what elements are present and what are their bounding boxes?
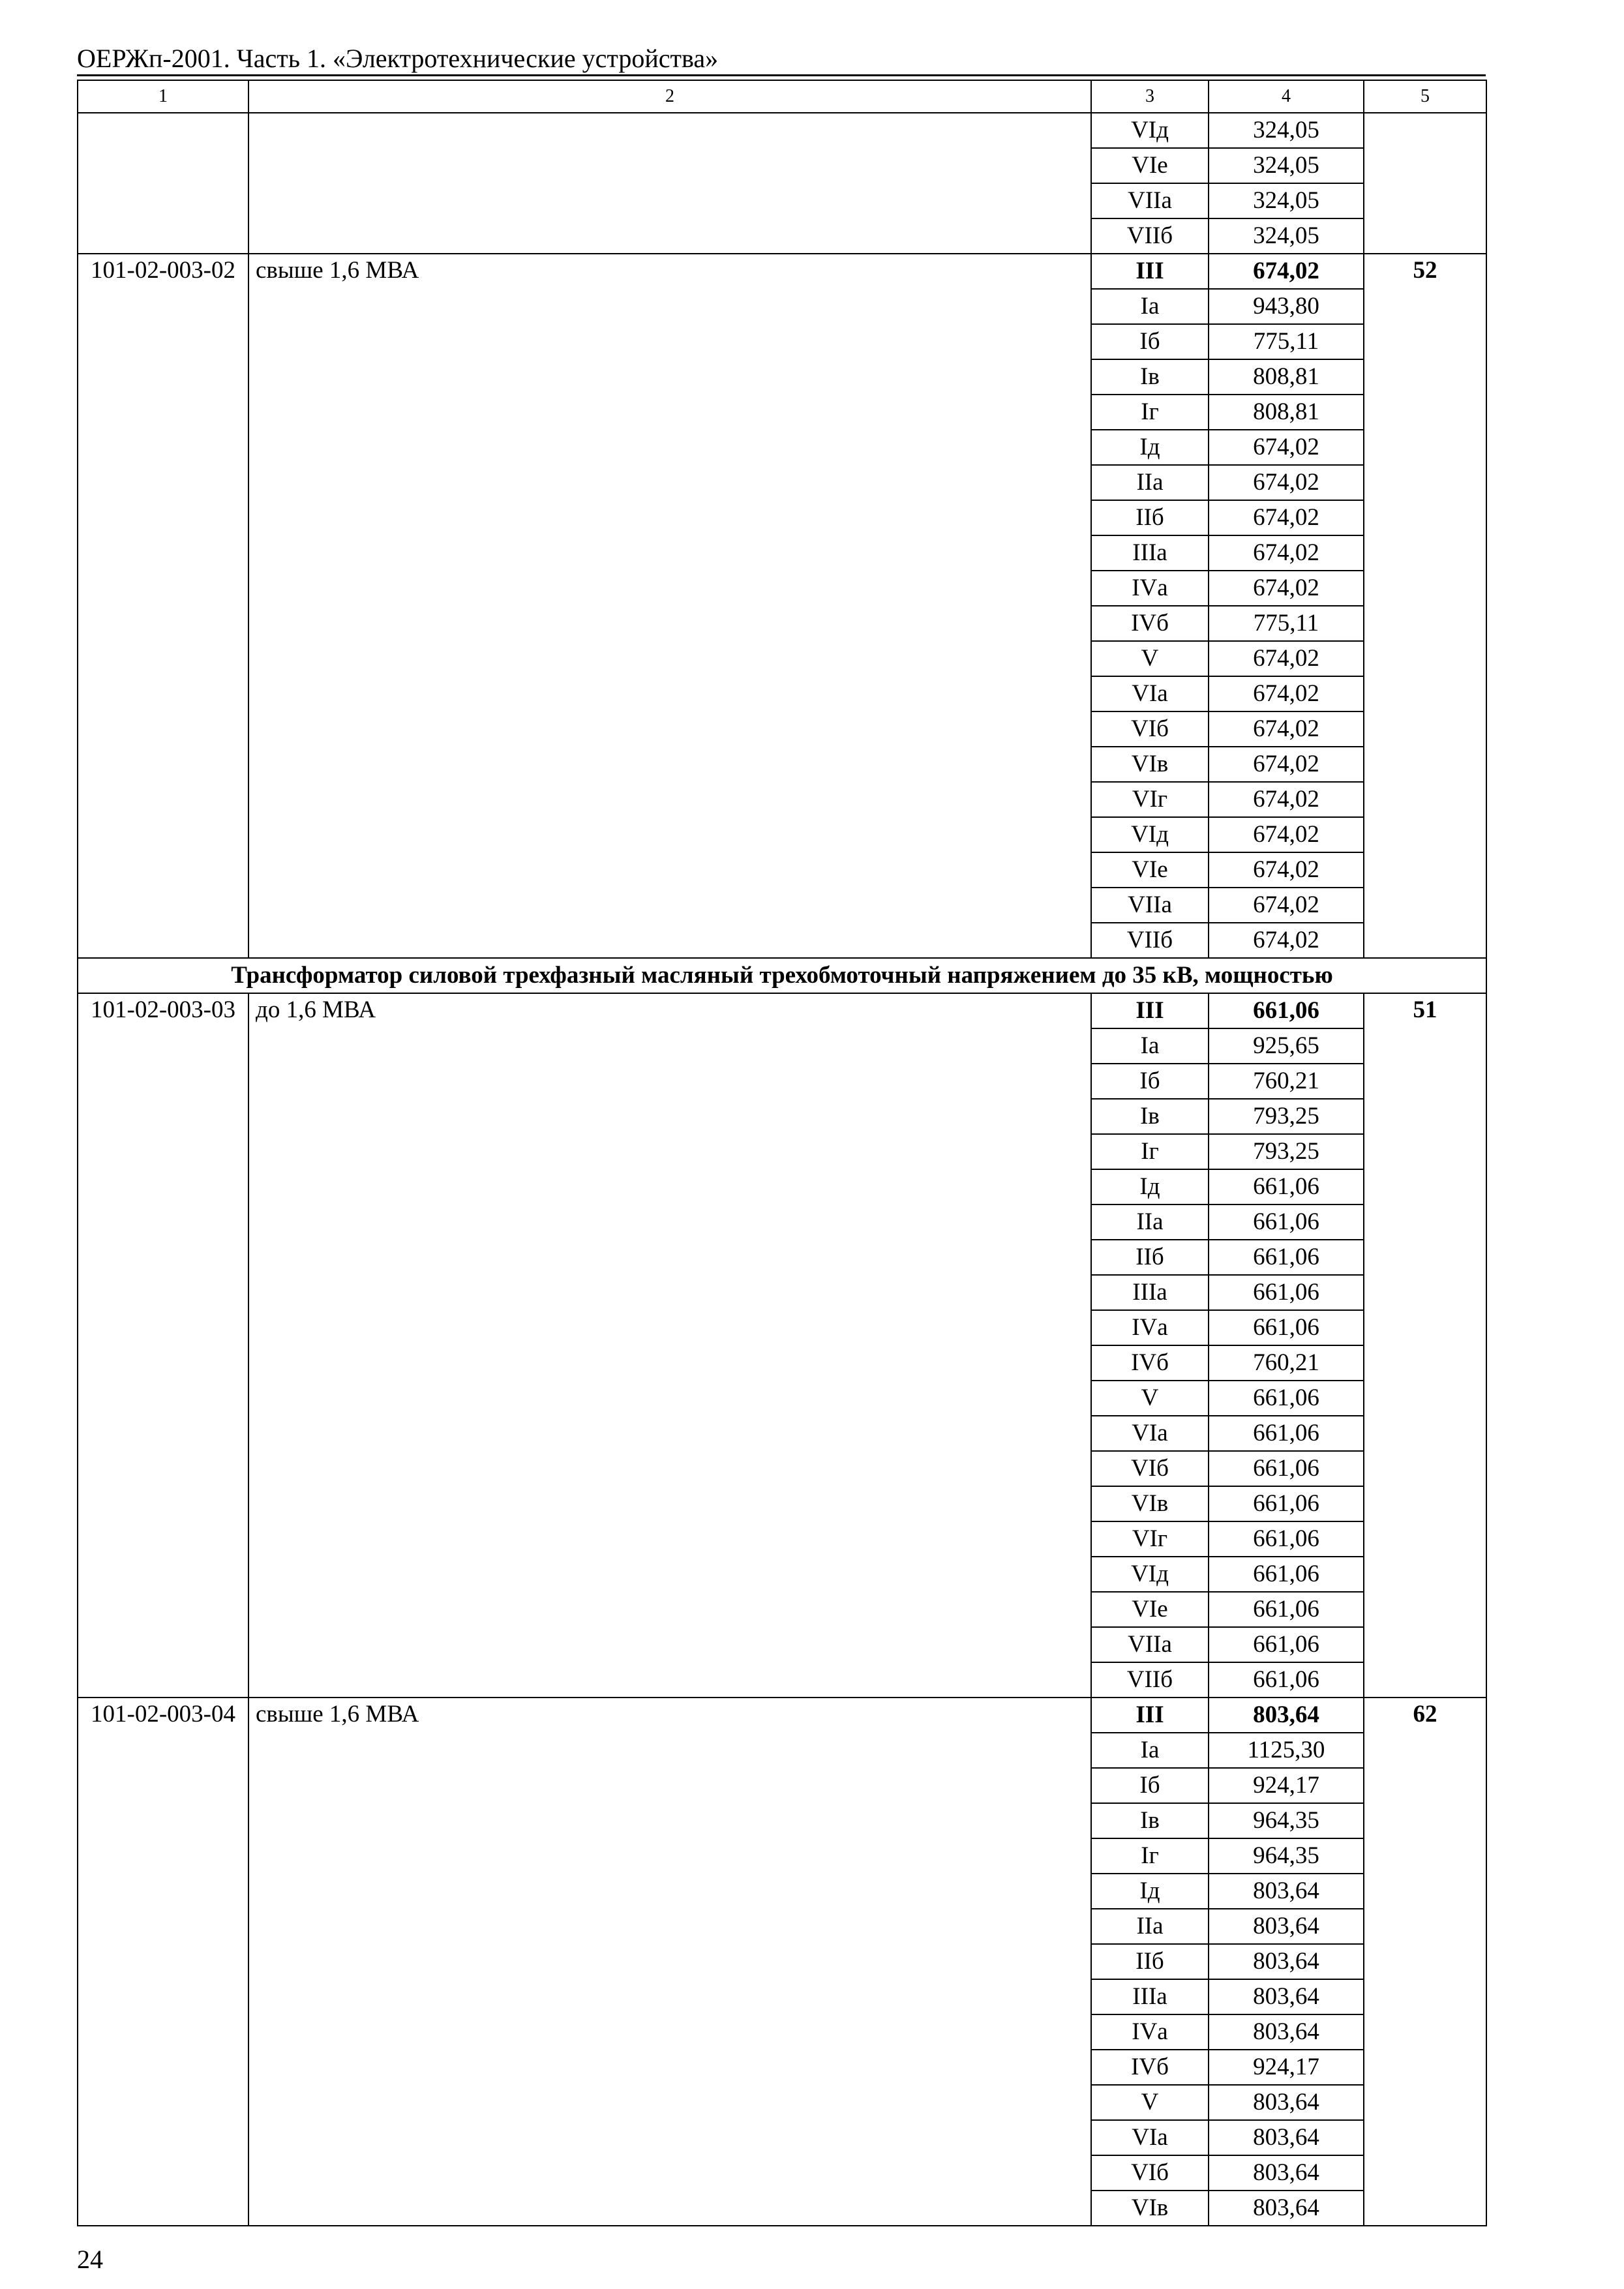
item-code: 101-02-003-02 bbox=[78, 254, 248, 958]
zone-value: 661,06 bbox=[1209, 1627, 1364, 1662]
zone-value: 674,02 bbox=[1209, 430, 1364, 465]
zone-code: V bbox=[1091, 641, 1209, 676]
zone-code: Iв bbox=[1091, 1099, 1209, 1134]
item-description: свыше 1,6 МВА bbox=[248, 254, 1091, 958]
zone-value: 808,81 bbox=[1209, 359, 1364, 395]
zone-value: 793,25 bbox=[1209, 1099, 1364, 1134]
zone-value: 661,06 bbox=[1209, 1310, 1364, 1345]
zone-code: VIе bbox=[1091, 852, 1209, 888]
table-row bbox=[78, 113, 1486, 148]
zone-code: Iв bbox=[1091, 359, 1209, 395]
item-rate: 62 bbox=[1364, 1698, 1486, 2226]
zone-code: VIе bbox=[1091, 148, 1209, 183]
table-row bbox=[78, 1698, 1486, 1733]
zone-value: 803,64 bbox=[1209, 1909, 1364, 1944]
zone-value: 661,06 bbox=[1209, 1240, 1364, 1275]
header-rule bbox=[77, 74, 1486, 76]
column-number-1: 1 bbox=[78, 80, 248, 113]
zone-code: VIIб bbox=[1091, 1662, 1209, 1698]
item-code: 101-02-003-03 bbox=[78, 993, 248, 1698]
zone-code: Iд bbox=[1091, 1874, 1209, 1909]
zone-code: IIIа bbox=[1091, 535, 1209, 571]
rates-table bbox=[77, 80, 1487, 2226]
zone-value: 1125,30 bbox=[1209, 1733, 1364, 1768]
zone-code: IIб bbox=[1091, 500, 1209, 535]
zone-code: IVб bbox=[1091, 606, 1209, 641]
zone-value: 661,06 bbox=[1209, 1451, 1364, 1486]
zone-code: VIIб bbox=[1091, 923, 1209, 958]
zone-value: 674,02 bbox=[1209, 782, 1364, 817]
zone-code: VIв bbox=[1091, 1486, 1209, 1521]
zone-value: 674,02 bbox=[1209, 817, 1364, 852]
zone-value: 803,64 bbox=[1209, 1698, 1364, 1733]
zone-value: 661,06 bbox=[1209, 1381, 1364, 1416]
page-header-title: ОЕРЖп-2001. Часть 1. «Электротехнические устройства» bbox=[77, 44, 719, 73]
zone-value: 775,11 bbox=[1209, 606, 1364, 641]
zone-value: 674,02 bbox=[1209, 852, 1364, 888]
zone-code: Iг bbox=[1091, 395, 1209, 430]
zone-value: 661,06 bbox=[1209, 1662, 1364, 1698]
zone-code: VIд bbox=[1091, 1557, 1209, 1592]
zone-code: IIIа bbox=[1091, 1979, 1209, 2014]
zone-code: VIе bbox=[1091, 1592, 1209, 1627]
zone-code: VIд bbox=[1091, 113, 1209, 148]
zone-code: VIа bbox=[1091, 676, 1209, 711]
zone-value: 793,25 bbox=[1209, 1134, 1364, 1169]
zone-value: 803,64 bbox=[1209, 1874, 1364, 1909]
zone-code: VIг bbox=[1091, 1521, 1209, 1557]
zone-value: 924,17 bbox=[1209, 1768, 1364, 1803]
zone-code: IIб bbox=[1091, 1944, 1209, 1979]
zone-code: Iг bbox=[1091, 1134, 1209, 1169]
zone-value: 803,64 bbox=[1209, 1979, 1364, 2014]
column-number-4: 4 bbox=[1209, 80, 1364, 113]
zone-value: 674,02 bbox=[1209, 711, 1364, 747]
item-rate bbox=[1364, 113, 1486, 254]
zone-value: 964,35 bbox=[1209, 1803, 1364, 1838]
zone-code: Iб bbox=[1091, 1768, 1209, 1803]
zone-code: V bbox=[1091, 2085, 1209, 2120]
zone-value: 661,06 bbox=[1209, 1169, 1364, 1204]
zone-code: VIв bbox=[1091, 747, 1209, 782]
zone-value: 674,02 bbox=[1209, 888, 1364, 923]
zone-value: 661,06 bbox=[1209, 1275, 1364, 1310]
zone-value: 661,06 bbox=[1209, 1592, 1364, 1627]
zone-value: 924,17 bbox=[1209, 2050, 1364, 2085]
zone-code: VIг bbox=[1091, 782, 1209, 817]
table-row bbox=[78, 993, 1486, 1028]
zone-value: 324,05 bbox=[1209, 148, 1364, 183]
zone-code: Iа bbox=[1091, 1733, 1209, 1768]
column-number-3: 3 bbox=[1091, 80, 1209, 113]
zone-value: 674,02 bbox=[1209, 641, 1364, 676]
section-heading-row bbox=[78, 958, 1486, 993]
zone-code: Iа bbox=[1091, 1028, 1209, 1064]
zone-code: IIа bbox=[1091, 1204, 1209, 1240]
zone-code: III bbox=[1091, 1698, 1209, 1733]
zone-value: 661,06 bbox=[1209, 1416, 1364, 1451]
column-number-row bbox=[78, 80, 1486, 113]
zone-code: VIб bbox=[1091, 711, 1209, 747]
zone-value: 943,80 bbox=[1209, 289, 1364, 324]
zone-code: Iв bbox=[1091, 1803, 1209, 1838]
zone-code: VIд bbox=[1091, 817, 1209, 852]
column-number-5: 5 bbox=[1364, 80, 1486, 113]
zone-value: 661,06 bbox=[1209, 1486, 1364, 1521]
zone-code: III bbox=[1091, 254, 1209, 289]
section-heading: Трансформатор силовой трехфазный масляный трехобмоточный напряжением до 35 кВ, мощностью bbox=[78, 958, 1486, 993]
zone-value: 324,05 bbox=[1209, 183, 1364, 218]
zone-code: Iб bbox=[1091, 324, 1209, 359]
zone-value: 674,02 bbox=[1209, 676, 1364, 711]
zone-code: VIIа bbox=[1091, 888, 1209, 923]
zone-value: 661,06 bbox=[1209, 1557, 1364, 1592]
zone-value: 925,65 bbox=[1209, 1028, 1364, 1064]
zone-code: IVа bbox=[1091, 1310, 1209, 1345]
zone-code: VIб bbox=[1091, 1451, 1209, 1486]
zone-value: 674,02 bbox=[1209, 254, 1364, 289]
zone-value: 808,81 bbox=[1209, 395, 1364, 430]
item-description: до 1,6 МВА bbox=[248, 993, 1091, 1698]
zone-code: VIIа bbox=[1091, 183, 1209, 218]
zone-code: VIв bbox=[1091, 2191, 1209, 2226]
table-row bbox=[78, 254, 1486, 289]
item-code: 101-02-003-04 bbox=[78, 1698, 248, 2226]
zone-code: VIб bbox=[1091, 2155, 1209, 2191]
zone-value: 674,02 bbox=[1209, 747, 1364, 782]
zone-value: 803,64 bbox=[1209, 1944, 1364, 1979]
zone-value: 324,05 bbox=[1209, 113, 1364, 148]
zone-code: III bbox=[1091, 993, 1209, 1028]
zone-code: IVа bbox=[1091, 571, 1209, 606]
zone-value: 674,02 bbox=[1209, 571, 1364, 606]
zone-code: IIа bbox=[1091, 465, 1209, 500]
item-rate: 52 bbox=[1364, 254, 1486, 958]
zone-code: Iг bbox=[1091, 1838, 1209, 1874]
zone-code: IIа bbox=[1091, 1909, 1209, 1944]
zone-code: V bbox=[1091, 1381, 1209, 1416]
zone-code: IIIа bbox=[1091, 1275, 1209, 1310]
zone-value: 760,21 bbox=[1209, 1345, 1364, 1381]
zone-value: 964,35 bbox=[1209, 1838, 1364, 1874]
rates-table-body bbox=[78, 80, 1486, 2226]
zone-value: 661,06 bbox=[1209, 1204, 1364, 1240]
zone-value: 324,05 bbox=[1209, 218, 1364, 254]
zone-value: 803,64 bbox=[1209, 2085, 1364, 2120]
item-code bbox=[78, 113, 248, 254]
zone-code: IVб bbox=[1091, 2050, 1209, 2085]
zone-value: 674,02 bbox=[1209, 535, 1364, 571]
zone-code: VIIб bbox=[1091, 218, 1209, 254]
zone-value: 661,06 bbox=[1209, 1521, 1364, 1557]
zone-value: 661,06 bbox=[1209, 993, 1364, 1028]
zone-code: IVа bbox=[1091, 2014, 1209, 2050]
zone-value: 775,11 bbox=[1209, 324, 1364, 359]
item-rate: 51 bbox=[1364, 993, 1486, 1698]
zone-code: VIа bbox=[1091, 1416, 1209, 1451]
zone-code: VIа bbox=[1091, 2120, 1209, 2155]
page-number: 24 bbox=[77, 2245, 103, 2274]
zone-code: IIб bbox=[1091, 1240, 1209, 1275]
zone-value: 803,64 bbox=[1209, 2155, 1364, 2191]
column-number-2: 2 bbox=[248, 80, 1091, 113]
zone-value: 803,64 bbox=[1209, 2014, 1364, 2050]
zone-value: 803,64 bbox=[1209, 2191, 1364, 2226]
zone-value: 803,64 bbox=[1209, 2120, 1364, 2155]
zone-code: Iб bbox=[1091, 1064, 1209, 1099]
zone-code: IVб bbox=[1091, 1345, 1209, 1381]
zone-value: 674,02 bbox=[1209, 923, 1364, 958]
zone-code: Iа bbox=[1091, 289, 1209, 324]
item-description bbox=[248, 113, 1091, 254]
zone-value: 760,21 bbox=[1209, 1064, 1364, 1099]
zone-code: VIIа bbox=[1091, 1627, 1209, 1662]
zone-value: 674,02 bbox=[1209, 500, 1364, 535]
zone-value: 674,02 bbox=[1209, 465, 1364, 500]
zone-code: Iд bbox=[1091, 1169, 1209, 1204]
item-description: свыше 1,6 МВА bbox=[248, 1698, 1091, 2226]
zone-code: Iд bbox=[1091, 430, 1209, 465]
